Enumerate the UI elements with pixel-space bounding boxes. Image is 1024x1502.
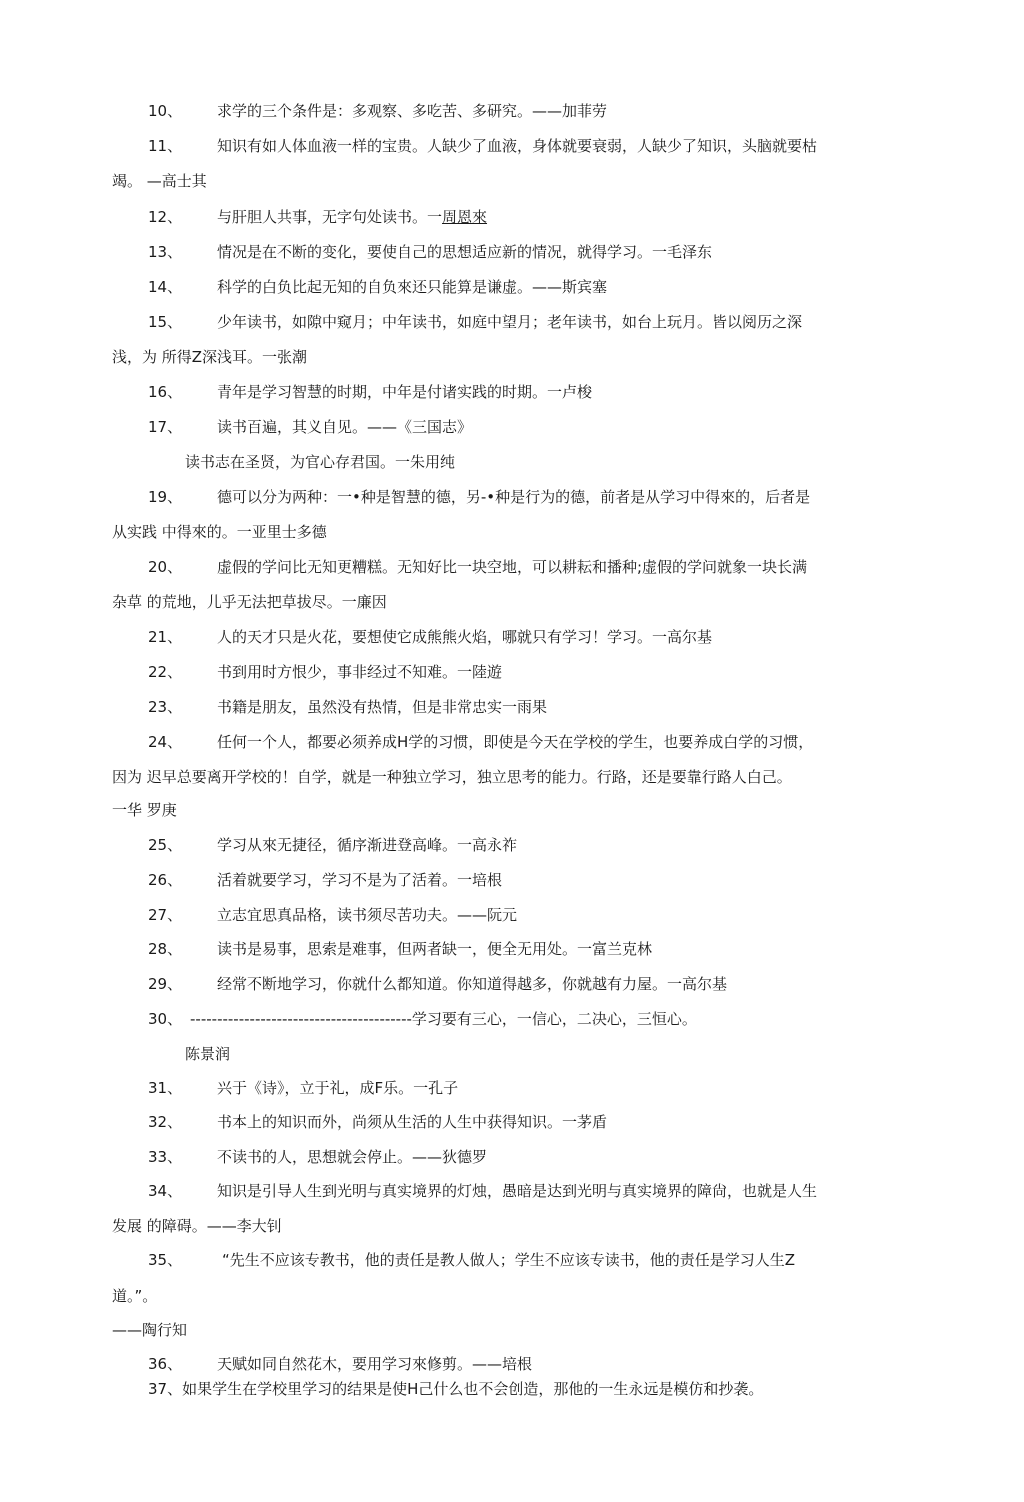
quote-number: 17、 (148, 418, 183, 436)
quote-text: 求学的三个条件是：多观察、多吃苦、多研究。——加菲劳 (217, 102, 608, 120)
quote-text: 书本上的知识而外，尚须从生活的人生中获得知识。一茅盾 (217, 1113, 608, 1131)
quote-number: 11、 (148, 137, 183, 155)
quote-number: 26、 (148, 871, 183, 889)
quote-text: “先生不应该专教书，他的责任是教人做人；学生不应该专读书，他的责任是学习人生Z (222, 1251, 796, 1269)
quote-number: 13、 (148, 243, 183, 261)
quote-text: 立志宜思真品格，读书须尽苦功夫。——阮元 (217, 906, 518, 924)
quote-text: 知识有如人体血液一样的宝贵。人缺少了血液，身体就要衰弱，人缺少了知识，头脑就要枯 (217, 137, 818, 155)
quote-text: 人的天才只是火花，要想使它成熊熊火焰，哪就只有学习！学习。一高尔基 (217, 628, 713, 646)
quote-text: -----------------------------------------学习要有三心，一信心，二决心，三恒心。 (190, 1010, 697, 1028)
quote-text: 发展 的障碍。——李大钊 (112, 1217, 282, 1235)
quote-text: 因为 迟早总要离开学校的！自学，就是一种独立学习，独立思考的能力。行路，还是要靠行路人白己。 (112, 768, 792, 786)
quote-number: 34、 (148, 1182, 183, 1200)
quote-text: 情况是在不断的变化，要使自己的思想适应新的情况，就得学习。一毛泽东 (217, 243, 713, 261)
quote-number: 21、 (148, 628, 183, 646)
quote-text: 兴于《诗》，立于礼，成F乐。一孔子 (217, 1079, 459, 1097)
quote-number: 19、 (148, 488, 183, 506)
quote-text: 经常不断地学习，你就什么都知道。你知道得越多，你就越有力屋。一高尔基 (217, 975, 728, 993)
underlined-author: 周恩來 (442, 208, 488, 226)
quote-text: 任何一个人，都要必须养成H学的习惯，即使是今天在学校的学生，也要养成白学的习惯， (217, 733, 814, 751)
quote-text: 37、如果学生在学校里学习的结果是使H己什么也不会创造，那他的一生永远是模仿和抄袭。 (148, 1380, 764, 1398)
quote-number: 31、 (148, 1079, 183, 1097)
quote-number: 33、 (148, 1148, 183, 1166)
quote-text: 读书百遍，其义自见。——《三国志》 (217, 418, 473, 436)
quote-text: 少年读书，如隙中窥月；中年读书，如庭中望月；老年读书，如台上玩月。皆以阅历之深 (217, 313, 803, 331)
quote-text: 浅，为 所得Z深浅耳。一张潮 (112, 348, 308, 366)
quote-body: 与肝胆人共事，无字句处读书。一 (217, 208, 443, 226)
quote-number: 14、 (148, 278, 183, 296)
quote-number: 20、 (148, 558, 183, 576)
quote-number: 16、 (148, 383, 183, 401)
quote-number: 29、 (148, 975, 183, 993)
quote-text: 科学的白负比起无知的自负來还只能算是谦虚。——斯宾塞 (217, 278, 608, 296)
quote-number: 25、 (148, 836, 183, 854)
quote-text: 读书志在圣贤，为官心存君国。一朱用纯 (185, 453, 456, 471)
quote-number: 27、 (148, 906, 183, 924)
quote-number: 28、 (148, 940, 183, 958)
quote-text: 书到用时方恨少，事非经过不知难。一陸遊 (217, 663, 503, 681)
quote-text: 知识是引导人生到光明与真实境界的灯烛，愚暗是达到光明与真实境界的障尙，也就是人生 (217, 1182, 818, 1200)
quote-text: 虚假的学问比无知更糟糕。无知好比一块空地，可以耕耘和播种;虚假的学问就象一块长满 (217, 558, 808, 576)
quote-text: 一华 罗庚 (112, 801, 177, 819)
quote-text: 陈景润 (185, 1045, 231, 1063)
quote-text (217, 207, 487, 227)
quote-number: 32、 (148, 1113, 183, 1131)
quote-text: 竭。 —高士其 (112, 172, 207, 190)
quote-number: 15、 (148, 313, 183, 331)
quote-text: 书籍是朋友，虽然没有热情，但是非常忠实一雨果 (217, 698, 548, 716)
quote-number: 36、 (148, 1355, 183, 1373)
quote-text: 青年是学习智慧的时期，中年是付诸实践的时期。一卢梭 (217, 383, 593, 401)
quote-text: 杂草 的荒地，儿乎无法把草拔尽。一廉因 (112, 593, 387, 611)
quote-number: 35、 (148, 1251, 183, 1269)
quote-text: 道。”。 (112, 1287, 158, 1305)
quote-text: 从实践 中得來的。一亚里士多德 (112, 523, 327, 541)
quote-text: 读书是易事，思索是难事，但两者缺一，便全无用处。一富兰克林 (217, 940, 653, 958)
quote-number: 22、 (148, 663, 183, 681)
quote-number: 12、 (148, 208, 183, 226)
quote-text: 活着就要学习，学习不是为了活着。一培根 (217, 871, 503, 889)
quote-text: 不读书的人，思想就会停止。——狄德罗 (217, 1148, 488, 1166)
quote-number: 30、 (148, 1010, 183, 1028)
quote-text: ——陶行知 (112, 1321, 188, 1339)
quote-text: 学习从來无捷径，循序渐进登高峰。一高永祚 (217, 836, 518, 854)
quote-text: 德可以分为两种：一•种是智慧的德，另-•种是行为的德，前者是从学习中得來的，后者是 (217, 488, 811, 506)
quote-number: 24、 (148, 733, 183, 751)
quote-number: 23、 (148, 698, 183, 716)
quote-text: 天赋如同自然花木，要用学习來修剪。——培根 (217, 1355, 533, 1373)
quote-number: 10、 (148, 102, 183, 120)
